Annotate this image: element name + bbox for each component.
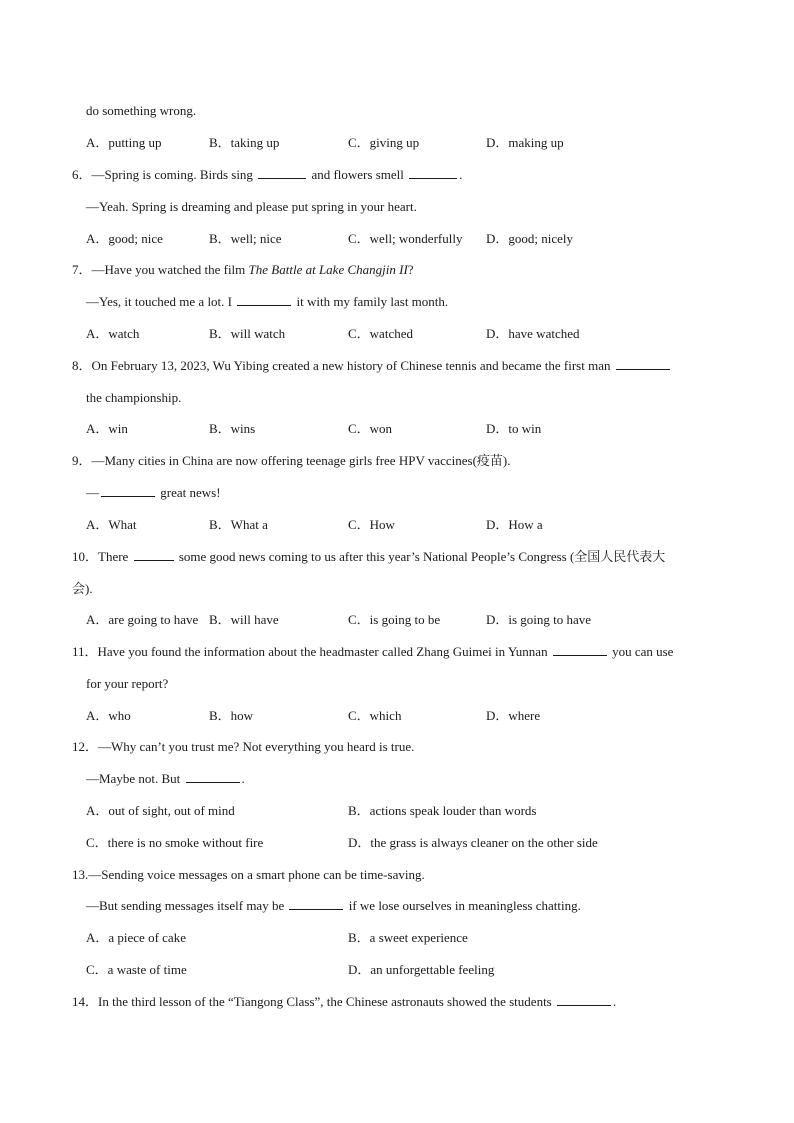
q10-blank[interactable] bbox=[134, 548, 174, 561]
q5-option-b[interactable]: B．taking up bbox=[209, 135, 280, 150]
question-9-stem: 9．—Many cities in China are now offering teenage girls free HPV vaccines(疫苗). bbox=[72, 453, 511, 468]
q6-option-c[interactable]: C．well; wonderfully bbox=[348, 231, 463, 246]
question-5-continuation: do something wrong. bbox=[86, 103, 197, 118]
q12-option-d[interactable]: D．the grass is always cleaner on the other side bbox=[348, 835, 598, 850]
q9-option-c[interactable]: C．How bbox=[348, 517, 395, 532]
q7-text-pre: 7．—Have you watched the film bbox=[72, 262, 249, 277]
q7-reply-post: it with my family last month. bbox=[296, 294, 449, 309]
q11-text-pre: 11．Have you found the information about the headmaster called Zhang Guimei in Yunnan bbox=[72, 644, 548, 659]
q9-option-b[interactable]: B．What a bbox=[209, 517, 268, 532]
q11-option-b[interactable]: B．how bbox=[209, 708, 254, 723]
q5-option-d[interactable]: D．making up bbox=[486, 135, 564, 150]
q10-option-a[interactable]: A．are going to have bbox=[86, 612, 199, 627]
q7-blank[interactable] bbox=[237, 293, 291, 306]
q8-text: 8．On February 13, 2023, Wu Yibing created a new history of Chinese tennis and became the first man bbox=[72, 358, 611, 373]
q9-blank[interactable] bbox=[101, 484, 155, 497]
q12-option-a[interactable]: A．out of sight, out of mind bbox=[86, 803, 235, 818]
q11-option-a[interactable]: A．who bbox=[86, 708, 131, 723]
q7-option-d[interactable]: D．have watched bbox=[486, 326, 580, 341]
q13-option-b[interactable]: B．a sweet experience bbox=[348, 930, 468, 945]
q9-option-d[interactable]: D．How a bbox=[486, 517, 543, 532]
q7-option-a[interactable]: A．watch bbox=[86, 326, 140, 341]
q10-option-d[interactable]: D．is going to have bbox=[486, 612, 592, 627]
q14-blank[interactable] bbox=[557, 993, 611, 1006]
question-7-reply bbox=[86, 293, 448, 311]
q7-option-b[interactable]: B．will watch bbox=[209, 326, 286, 341]
q5-option-c[interactable]: C．giving up bbox=[348, 135, 420, 150]
q9-option-a[interactable]: A．What bbox=[86, 517, 137, 532]
q6-option-a[interactable]: A．good; nice bbox=[86, 231, 163, 246]
q6-option-b[interactable]: B．well; nice bbox=[209, 231, 282, 246]
q6-text-pre: 6．—Spring is coming. Birds sing bbox=[72, 167, 253, 182]
q12-blank[interactable] bbox=[186, 770, 240, 783]
q7-film-title: The Battle at Lake Changjin II bbox=[248, 262, 408, 277]
q9-reply-pre: — bbox=[86, 485, 99, 500]
q11-option-d[interactable]: D．where bbox=[486, 708, 541, 723]
question-12-reply bbox=[86, 770, 245, 788]
q11-text-post: you can use bbox=[612, 644, 674, 659]
question-8-continuation: the championship. bbox=[86, 390, 182, 405]
q10-text-pre: 10．There bbox=[72, 549, 129, 564]
q8-blank[interactable] bbox=[616, 357, 670, 370]
question-13-reply bbox=[86, 897, 581, 915]
q9-reply-post: great news! bbox=[160, 485, 221, 500]
q10-option-b[interactable]: B．will have bbox=[209, 612, 279, 627]
question-11-continuation: for your report? bbox=[86, 676, 169, 691]
question-6-reply: —Yeah. Spring is dreaming and please put spring in your heart. bbox=[86, 199, 417, 214]
question-9-reply bbox=[86, 484, 221, 502]
question-14-stem bbox=[72, 993, 616, 1011]
q13-reply-post: if we lose ourselves in meaningless chatting. bbox=[348, 898, 581, 913]
q7-text-post: ? bbox=[407, 262, 414, 277]
question-13-stem: 13.—Sending voice messages on a smart phone can be time-saving. bbox=[72, 867, 425, 882]
q6-text-post: . bbox=[459, 167, 463, 182]
question-8-stem bbox=[72, 357, 672, 375]
q6-blank-1[interactable] bbox=[258, 166, 306, 179]
q5-option-a[interactable]: A．putting up bbox=[86, 135, 162, 150]
q10-option-c[interactable]: C．is going to be bbox=[348, 612, 441, 627]
q6-blank-2[interactable] bbox=[409, 166, 457, 179]
question-6-stem bbox=[72, 166, 462, 184]
q10-text-post: some good news coming to us after this year’s National People’s Congress (全国人民代表大 bbox=[178, 549, 666, 564]
q12-reply-post: . bbox=[241, 771, 245, 786]
q6-text-mid: and flowers smell bbox=[311, 167, 404, 182]
q12-reply-pre: —Maybe not. But bbox=[86, 771, 181, 786]
q12-option-b[interactable]: B．actions speak louder than words bbox=[348, 803, 537, 818]
question-7-stem bbox=[72, 261, 414, 279]
question-12-stem: 12．—Why can’t you trust me? Not everything you heard is true. bbox=[72, 739, 415, 754]
q11-option-c[interactable]: C．which bbox=[348, 708, 402, 723]
q8-option-b[interactable]: B．wins bbox=[209, 421, 256, 436]
q13-option-d[interactable]: D．an unforgettable feeling bbox=[348, 962, 495, 977]
q7-option-c[interactable]: C．watched bbox=[348, 326, 413, 341]
question-10-continuation: 会). bbox=[72, 581, 93, 596]
q14-text-pre: 14．In the third lesson of the “Tiangong Class”, the Chinese astronauts showed the students bbox=[72, 994, 552, 1009]
q13-option-a[interactable]: A．a piece of cake bbox=[86, 930, 186, 945]
q8-option-d[interactable]: D．to win bbox=[486, 421, 542, 436]
question-11-stem bbox=[72, 643, 673, 661]
q8-option-a[interactable]: A．win bbox=[86, 421, 128, 436]
question-10-stem bbox=[72, 548, 665, 566]
q13-blank[interactable] bbox=[289, 897, 343, 910]
q6-option-d[interactable]: D．good; nicely bbox=[486, 231, 574, 246]
q13-reply-pre: —But sending messages itself may be bbox=[86, 898, 285, 913]
q13-option-c[interactable]: C．a waste of time bbox=[86, 962, 187, 977]
q8-option-c[interactable]: C．won bbox=[348, 421, 393, 436]
q7-reply-pre: —Yes, it touched me a lot. I bbox=[86, 294, 232, 309]
q12-option-c[interactable]: C．there is no smoke without fire bbox=[86, 835, 264, 850]
q14-text-post: . bbox=[613, 994, 617, 1009]
q11-blank[interactable] bbox=[553, 643, 607, 656]
